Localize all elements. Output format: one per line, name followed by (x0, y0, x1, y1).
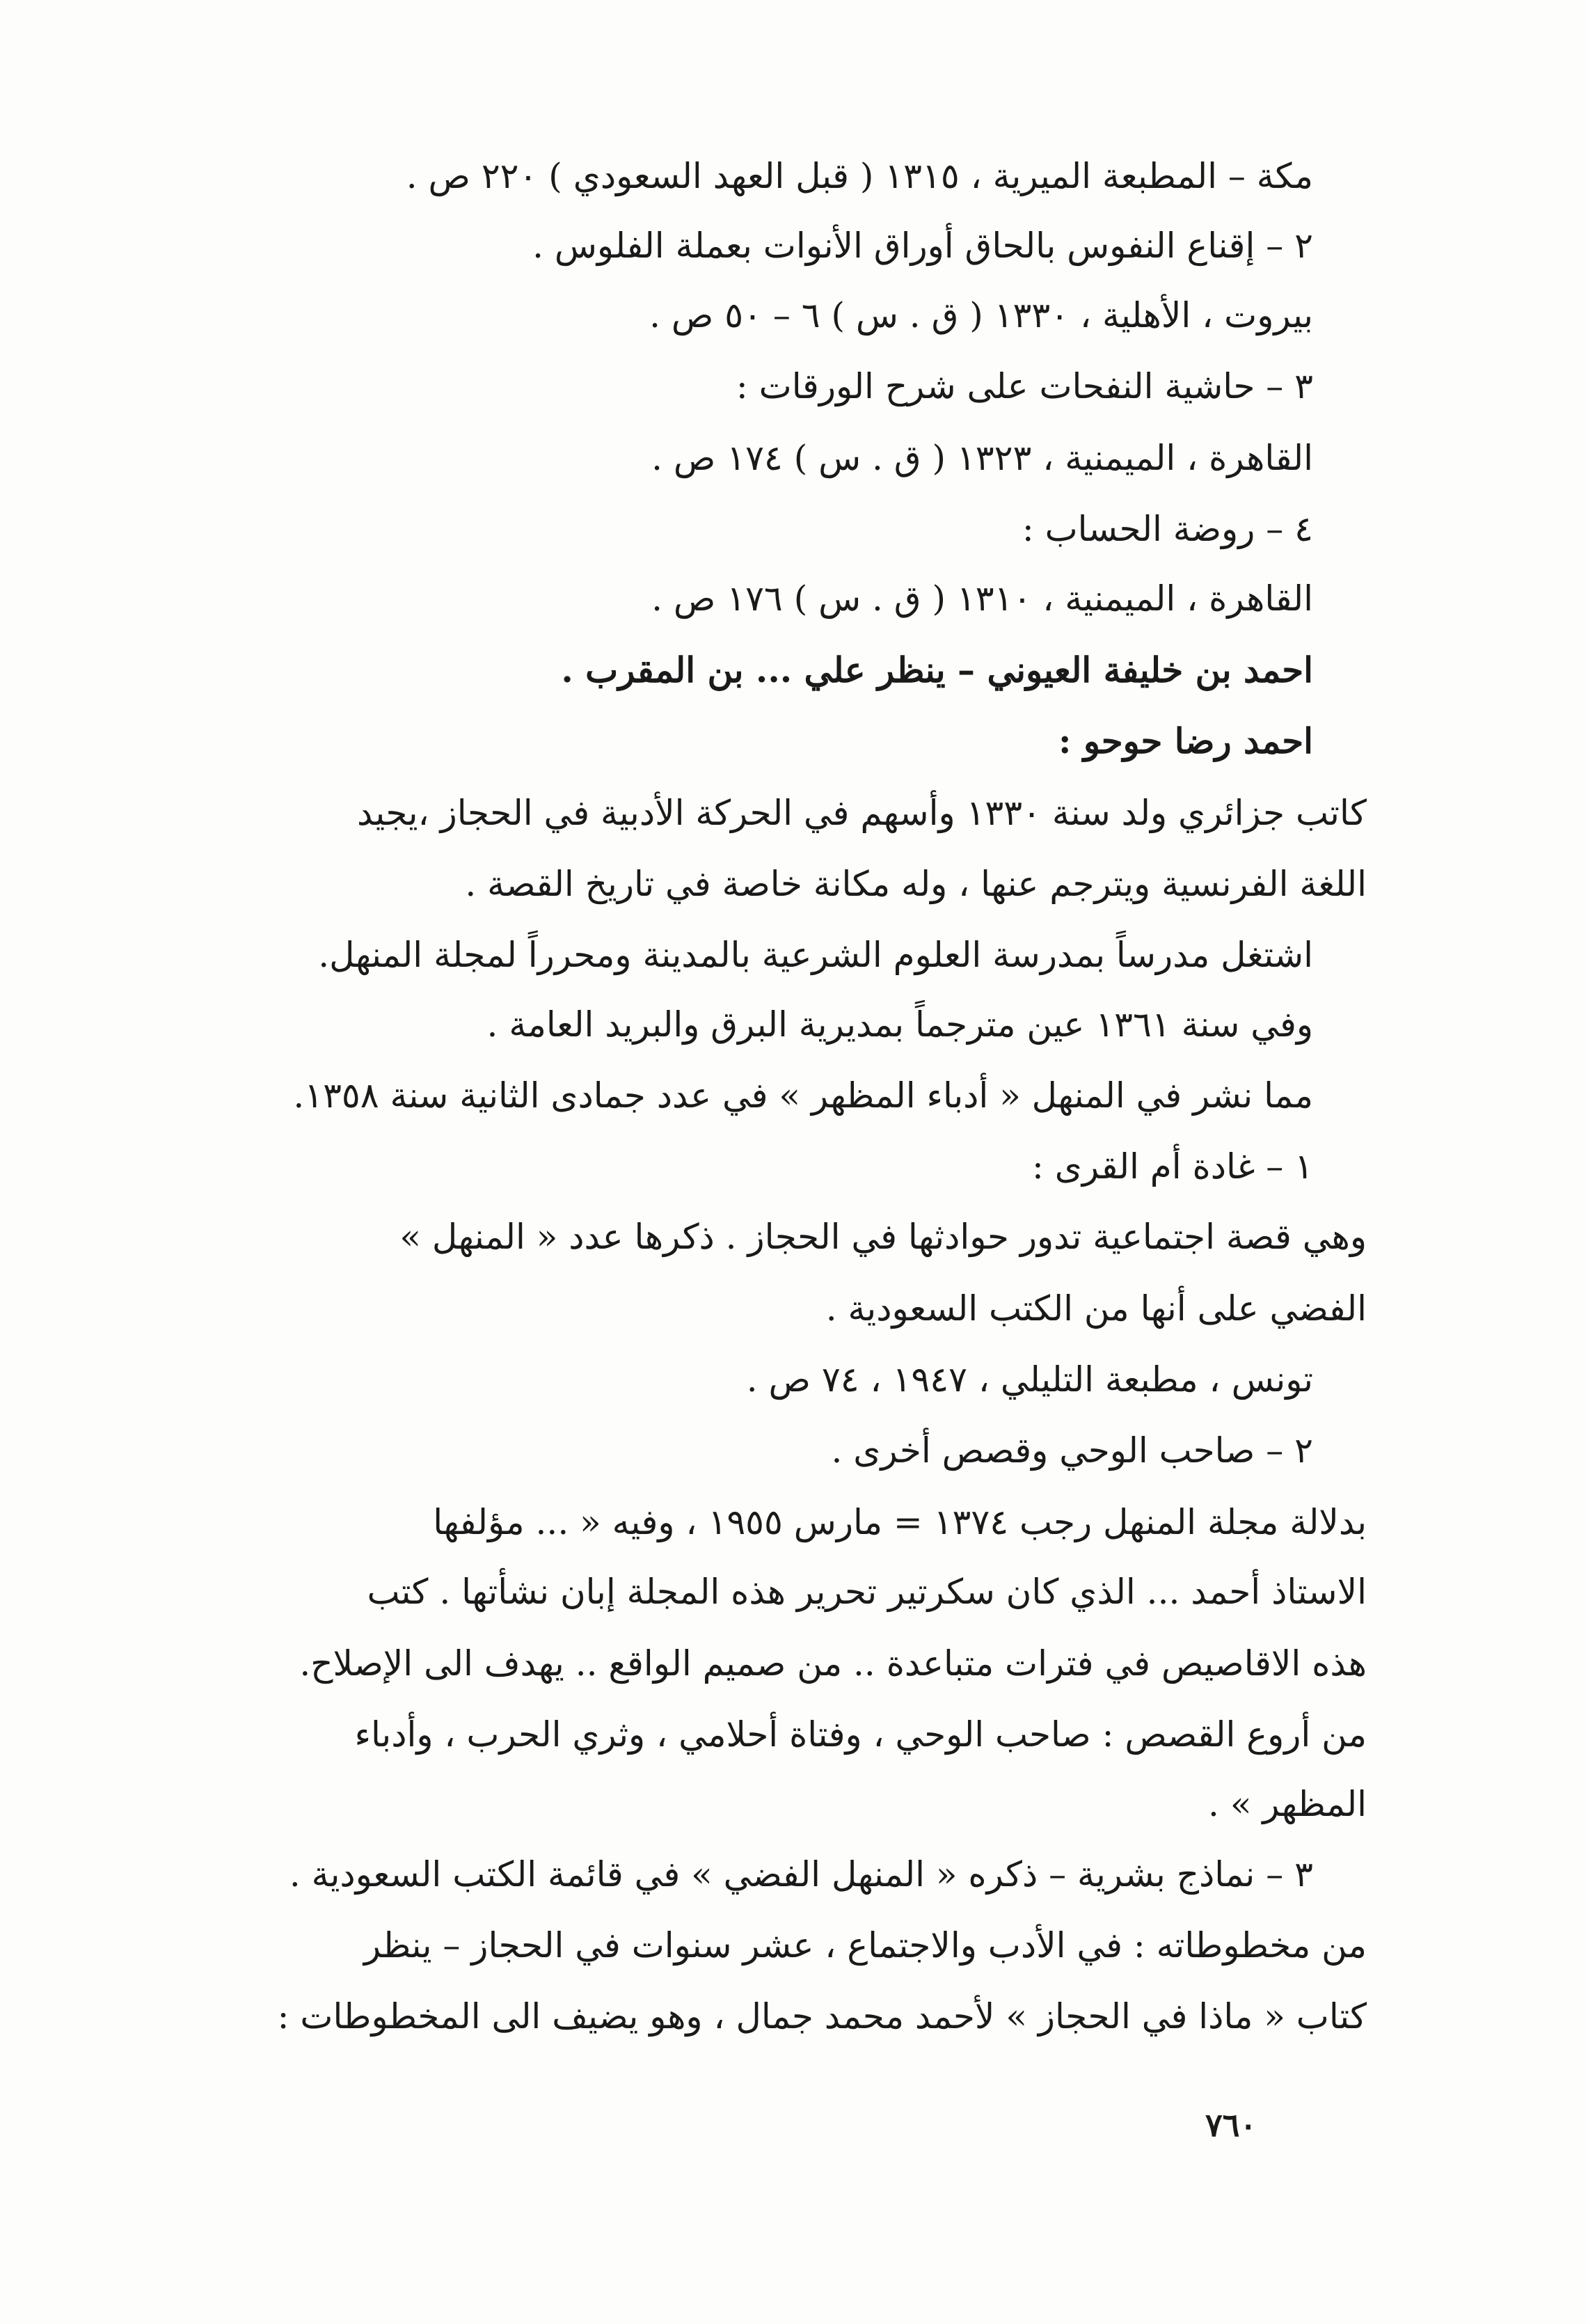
work-1-desc-line-1: وهي قصة اجتماعية تدور حوادثها في الحجاز . ذكرها عدد « المنهل » (399, 1217, 1367, 1257)
work-1-title: ١ – غادة أم القرى : (1031, 1146, 1313, 1187)
work-1-desc-line-2: الفضي على أنها من الكتب السعودية . (825, 1288, 1367, 1329)
work-1-print-info: تونس ، مطبعة التليلي ، ١٩٤٧ ، ٧٤ ص . (746, 1359, 1313, 1400)
manuscripts-line-1: من مخطوطاته : في الأدب والاجتماع ، عشر سنوات في الحجاز – ينظر (363, 1925, 1367, 1966)
page-number: ٧٦٠ (1205, 2106, 1257, 2144)
author-heading-ahmad-rida-houhou: احمد رضا حوحو : (1058, 720, 1313, 761)
work-2-desc-line-1: بدلالة مجلة المنهل رجب ١٣٧٤ = مارس ١٩٥٥ ، وفيه « ... مؤلفها (433, 1502, 1367, 1542)
entry-line-mecca-print: مكة – المطبعة الميرية ، ١٣١٥ ( قبل العهد السعودي ) ٢٢٠ ص . (406, 156, 1313, 196)
work-2-desc-line-4: من أروع القصص : صاحب الوحي ، وفتاة أحلامي ، وثري الحرب ، وأدباء (354, 1714, 1367, 1755)
bio-line-2: اللغة الفرنسية ويترجم عنها ، وله مكانة خاصة في تاريخ القصة . (465, 864, 1367, 904)
entry-line-book-3-title: ٣ – حاشية النفحات على شرح الورقات : (736, 366, 1313, 406)
bio-line-5: مما نشر في المنهل « أدباء المظهر » في عدد جمادى الثانية سنة ١٣٥٨. (293, 1075, 1313, 1116)
work-3-title: ٣ – نماذج بشرية – ذكره « المنهل الفضي » في قائمة الكتب السعودية . (289, 1854, 1313, 1895)
work-2-title: ٢ – صاحب الوحي وقصص أخرى . (831, 1430, 1313, 1471)
entry-line-cairo-print-1: القاهرة ، الميمنية ، ١٣٢٣ ( ق . س ) ١٧٤ ص . (651, 438, 1313, 478)
bio-line-3: اشتغل مدرساً بمدرسة العلوم الشرعية بالمدينة ومحرراً لمجلة المنهل. (318, 935, 1313, 975)
entry-line-cairo-print-2: القاهرة ، الميمنية ، ١٣١٠ ( ق . س ) ١٧٦ ص . (651, 578, 1313, 619)
entry-line-beirut-print: بيروت ، الأهلية ، ١٣٣٠ ( ق . س ) ٦ – ٥٠ ص . (649, 295, 1313, 335)
entry-line-book-2-title: ٢ – إقناع النفوس بالحاق أوراق الأنوات بعملة الفلوس . (532, 226, 1313, 266)
author-heading-ahmad-ibn-khalifa: احمد بن خليفة العيوني – ينظر علي ... بن المقرب . (561, 649, 1313, 690)
work-2-desc-line-2: الاستاذ أحمد ... الذي كان سكرتير تحرير هذه المجلة إبان نشأتها . كتب (367, 1572, 1367, 1612)
work-2-desc-line-5: المظهر » . (1208, 1784, 1367, 1824)
bio-line-4: وفي سنة ١٣٦١ عين مترجماً بمديرية البرق والبريد العامة . (486, 1004, 1313, 1045)
bio-line-1: كاتب جزائري ولد سنة ١٣٣٠ وأسهم في الحركة الأدبية في الحجاز ،يجيد (357, 793, 1367, 833)
manuscripts-line-2: كتاب « ماذا في الحجاز » لأحمد محمد جمال ، وهو يضيف الى المخطوطات : (277, 1996, 1367, 2037)
work-2-desc-line-3: هذه الاقاصيص في فترات متباعدة .. من صميم الواقع .. يهدف الى الإصلاح. (299, 1643, 1367, 1684)
entry-line-book-4-title: ٤ – روضة الحساب : (1022, 509, 1313, 549)
